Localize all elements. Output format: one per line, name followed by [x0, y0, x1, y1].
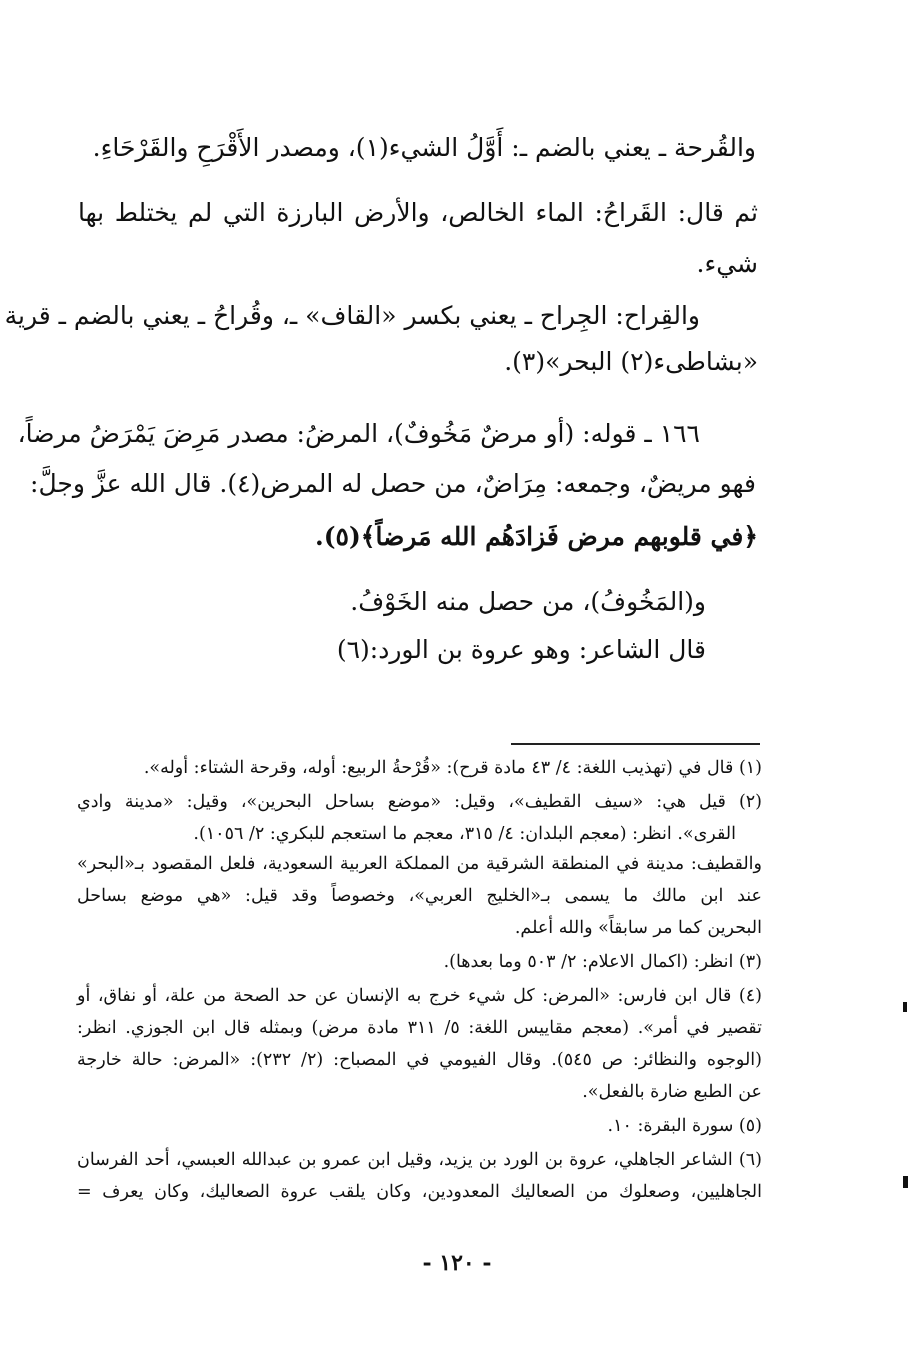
footnote-6: (٦) الشاعر الجاهلي، عروة بن الورد بن يزيد، وقيل ابن عمرو بن عبدالله العبسي، أحد الفرسان — [77, 1150, 762, 1170]
main-line-7: فهو مريضٌ، وجمعه: مِرَاضٌ، من حصل له المرض(٤). قال الله عزَّ وجلَّ: — [30, 469, 756, 498]
footnote-5: (٥) سورة البقرة: ١٠. — [607, 1116, 762, 1136]
footnote-4: (٤) قال ابن فارس: «المرض: كل شيء خرج به الإنسان عن حد الصحة من علة، أو نفاق، أو — [77, 986, 762, 1006]
main-line-5: «بشاطىء(٢) البحر»(٣). — [504, 347, 758, 376]
footnote-2-cont-1: القرى». انظر: (معجم البلدان: ٤/ ٣١٥، معجم ما استعجم للبكري: ٢/ ١٠٥٦). — [193, 824, 736, 844]
footnote-2-cont-2: والقطيف: مدينة في المنطقة الشرقية من المملكة العربية السعودية، فلعل المقصود بـ«البحر» — [77, 854, 762, 874]
footnote-4-cont-1: تقصير في أمر». (معجم مقاييس اللغة: ٥/ ٣١١ مادة مرض) وبمثله قال ابن الجوزي. انظر: — [77, 1018, 762, 1038]
footnote-2: (٢) قيل هي: «سيف القطيف»، وقيل: «موضع بساحل البحرين»، وقيل: «مدينة وادي — [77, 792, 762, 812]
footnote-2-cont-3: عند ابن مالك ما يسمى بـ«الخليج العربي»، وخصوصاً وقد قيل: «هي موضع بساحل — [77, 886, 762, 906]
page-number: - ١٢٠ - — [422, 1250, 492, 1276]
main-line-10: قال الشاعر: وهو عروة بن الورد:(٦) — [336, 635, 706, 664]
main-line-6: ١٦٦ ـ قوله: (أو مرضٌ مَخُوفٌ)، المرضُ: مصدر مَرِضَ يَمْرَضُ مرضاً، — [17, 419, 700, 448]
main-line-9: و(المَخُوفُ)، من حصل منه الخَوْفُ. — [350, 587, 706, 616]
footnote-4-cont-2: (الوجوه والنظائر: ص ٥٤٥). وقال الفيومي في المصباح: (٢/ ٢٣٢): «المرض: حالة خارجة — [77, 1050, 762, 1070]
footnote-2-cont-4: البحرين كما مر سابقاً» والله أعلم. — [514, 918, 762, 938]
main-line-4: والقِراح: الجِراح ـ يعني بكسر «القاف» ـ، وقُراحُ ـ يعني بالضم ـ قرية — [4, 301, 700, 330]
main-line-3: شيء. — [696, 249, 758, 278]
quran-verse: ﴿في قلوبهم مرض فَزادَهُم الله مَرضاً﴾(٥). — [314, 522, 758, 551]
footnote-1: (١) قال في (تهذيب اللغة: ٤/ ٤٣ مادة قرح): «قُرْحةُ الربيع: أوله، وقرحة الشتاء: أوله». — [143, 758, 762, 778]
footnote-3: (٣) انظر: (اكمال الاعلام: ٢/ ٥٠٣ وما بعدها). — [443, 952, 762, 972]
footnote-separator — [511, 743, 760, 745]
footnote-4-cont-3: عن الطبع ضارة بالفعل». — [582, 1082, 762, 1102]
footnote-6-cont-1: الجاهليين، وصعلوك من الصعاليك المعدودين، وكان يلقب عروة الصعاليك، وكان يعرف = — [77, 1182, 762, 1202]
scan-mark — [903, 1002, 907, 1012]
main-line-1: والقُرحة ـ يعني بالضم ـ: أَوَّلُ الشيء(١)، ومصدر الأَقْرَحِ والقَرْحَاءِ. — [92, 133, 756, 162]
main-line-2: ثم قال: القَراحُ: الماء الخالص، والأرض البارزة التي لم يختلط بها — [78, 198, 758, 227]
scan-mark — [903, 1176, 908, 1188]
